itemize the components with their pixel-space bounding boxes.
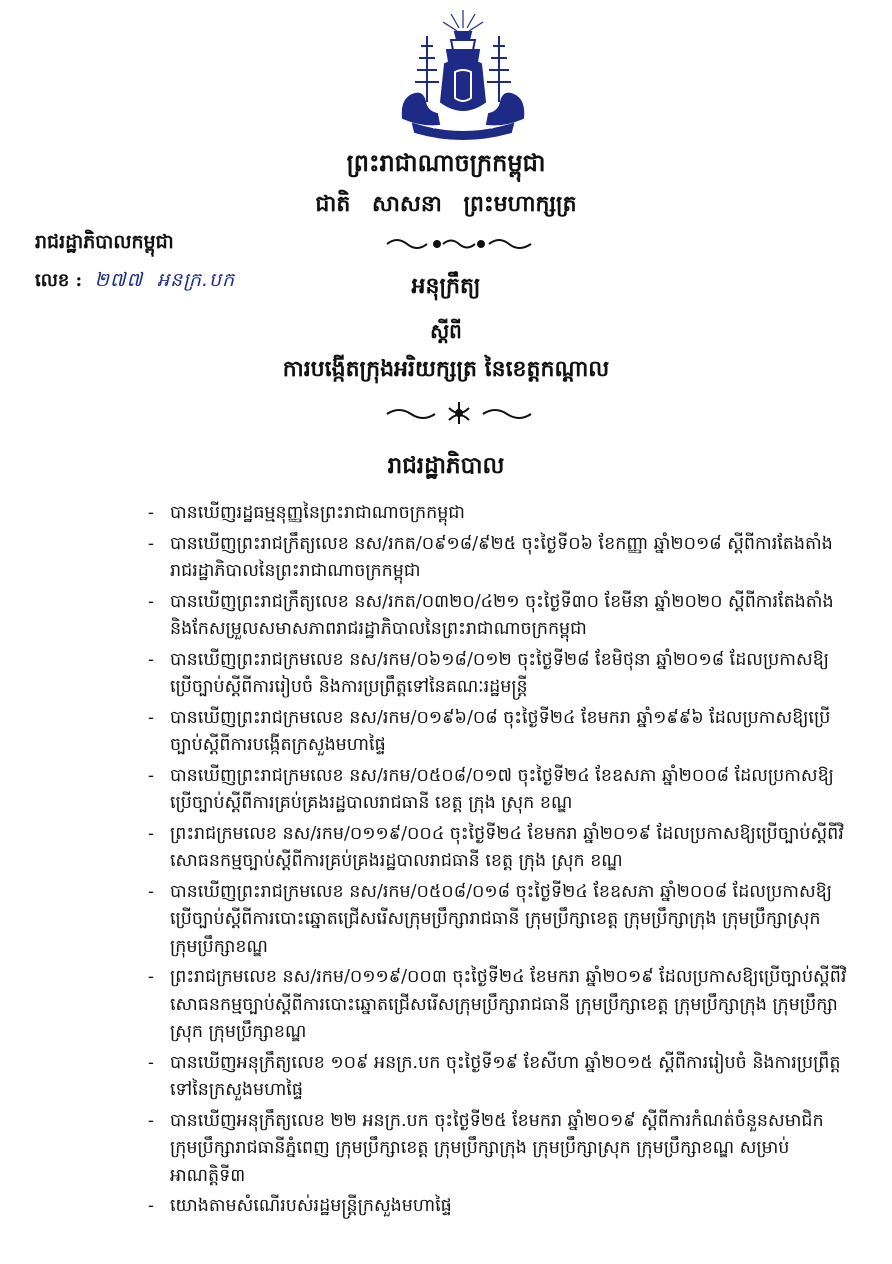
decree-subject: ការបង្កើតក្រុងអរិយក្សត្រ នៃខេត្តកណ្តាល <box>282 356 610 382</box>
list-item <box>148 705 848 760</box>
list-item <box>148 1050 848 1105</box>
list-item <box>148 964 848 1047</box>
list-item-text: បានឃើញព្រះរាជក្រមលេខ នស/រកម/០៥០៨/០១៨ ចុះថ្ងៃទី២៤ ខែឧសភា ឆ្នាំ២០០៨ ដែលប្រកាសឱ្យប្រើច្បាប់ស្តីពីការបោះឆ្នោតជ្រើសរើសក្រុមប្រឹក្សារាជធានី ក្រុមប្រឹក្សាខេត្ត ក្រុមប្រឹក្សាក្រុង ក្រុមប្រឹក្សាស្រុក ក្រុមប្រឹក្សាខណ្ឌ <box>170 881 832 957</box>
handwritten-number: ២៧៧ ​ អនក្រ.បក <box>94 269 236 291</box>
kingdom-title: ព្រះរាជាណាចក្រកម្ពុជា <box>346 148 546 177</box>
bullet-dash: - <box>148 591 154 612</box>
bullet-dash: - <box>148 707 154 728</box>
royal-emblem <box>393 6 533 141</box>
bullet-dash: - <box>148 1052 154 1073</box>
list-item <box>148 763 848 818</box>
list-item-text: បានឃើញព្រះរាជក្រមលេខ នស/រកម/០៥០៨/០១៧ ចុះថ្ងៃទី២៤ ខែឧសភា ឆ្នាំ២០០៨ ដែលប្រកាសឱ្យប្រើច្បាប់ស្តីពីការគ្រប់គ្រងរដ្ឋបាលរាជធានី ខេត្ត ក្រុង ស្រុក ខណ្ឌ <box>170 765 834 813</box>
list-item-text: ព្រះរាជក្រមលេខ នស/រកម/០១១៩/០០៣ ចុះថ្ងៃទី២៤ ខែមករា ឆ្នាំ២០១៩ ដែលប្រកាសឱ្យប្រើច្បាប់ស្តីពីវិសោធនកម្មច្បាប់ស្តីពីការបោះឆ្នោតជ្រើសរើសក្រុមប្រឹក្សារាជធានី ក្រុមប្រឹក្សាខេត្ត ក្រុមប្រឹក្សាក្រុង ក្រុមប្រឹក្សាស្រុក ក្រុមប្រឹក្សាខណ្ឌ <box>170 967 847 1042</box>
bullet-dash: - <box>148 1110 154 1131</box>
list-item-text: បានឃើញព្រះរាជក្រឹត្យលេខ នស/រកត/០៣២០/៤២១ ចុះថ្ងៃទី៣០ ខែមីនា ឆ្នាំ២០២០ ស្តីពីការតែងតាំង និងកែសម្រួលសមាសភាពរាជរដ្ឋាភិបាលនៃព្រះរាជាណាចក្រកម្ពុជា <box>170 591 834 639</box>
list-item-text: ព្រះរាជក្រមលេខ នស/រកម/០១១៩/០០៤ ចុះថ្ងៃទី២៤ ខែមករា ឆ្នាំ២០១៩ ដែលប្រកាសឱ្យប្រើច្បាប់ស្តីពីវិសោធនកម្មច្បាប់ស្តីពីការគ្រប់គ្រងរដ្ឋបាលរាជធានី ខេត្ត ក្រុង ស្រុក ខណ្ឌ <box>170 823 844 871</box>
list-item-text: បានឃើញព្រះរាជក្រមលេខ នស/រកម/០៦១៨/០១២ ចុះថ្ងៃទី២៨ ខែមិថុនា ឆ្នាំ២០១៨ ដែលប្រកាសឱ្យប្រើច្បាប់ស្តីពីការរៀបចំ និងការប្រព្រឹត្តទៅនៃគណៈរដ្ឋមន្ត្រី <box>170 649 829 697</box>
list-item <box>148 647 848 702</box>
regarding-label: ស្តីពី <box>430 319 462 343</box>
list-item-text: យោងតាមសំណើរបស់រដ្ឋមន្ត្រីក្រសួងមហាផ្ទៃ <box>170 1196 452 1216</box>
list-item-text: បានឃើញព្រះរាជក្រឹត្យលេខ នស/រកត/០៩១៨/៩២៥ ចុះថ្ងៃទី០៦ ខែកញ្ញា ឆ្នាំ២០១៨ ស្តីពីការតែងតាំងរាជរដ្ឋាភិបាលនៃព្រះរាជាណាចក្រកម្ពុជា <box>170 533 833 581</box>
list-item <box>148 1108 848 1191</box>
list-item <box>148 821 848 876</box>
national-motto: ជាតិ សាសនា ព្រះមហាក្សត្រ <box>315 191 577 217</box>
list-item-text: បានឃើញអនុក្រឹត្យលេខ ២២ អនក្រ.បក ចុះថ្ងៃទី២៥ ខែមករា ឆ្នាំ២០១៩ ស្តីពីការកំណត់ចំនួនសមាជិកក្រុមប្រឹក្សារាជធានីភ្នំពេញ ក្រុមប្រឹក្សាខេត្ត ក្រុមប្រឹក្សាក្រុង ក្រុមប្រឹក្សាស្រុក ក្រុមប្រឹក្សាខណ្ឌ សម្រាប់អាណត្តិទី៣ <box>170 1110 824 1186</box>
list-item-text: បានឃើញរដ្ឋធម្មនុញ្ញនៃព្រះរាជាណាចក្រកម្ពុជា <box>170 503 465 523</box>
list-item <box>148 879 848 962</box>
bullet-dash: - <box>148 649 154 670</box>
divider-ornament <box>385 234 533 254</box>
list-item <box>148 1193 848 1221</box>
list-item-text: បានឃើញអនុក្រឹត្យលេខ ១០៩ អនក្រ.បក ចុះថ្ងៃទី១៩ ខែសីហា ឆ្នាំ២០១៥ ស្តីពីការរៀបចំ និងការប្រព្រឹត្តទៅនៃក្រសួងមហាផ្ទៃ <box>170 1052 841 1100</box>
bullet-dash: - <box>148 967 154 987</box>
list-item <box>148 589 848 644</box>
list-item-text: បានឃើញព្រះរាជក្រមលេខ នស/រកម/០១៩៦/០៨ ចុះថ្ងៃទី២៤ ខែមករា ឆ្នាំ១៩៩៦ ដែលប្រកាសឱ្យប្រើច្បាប់ស្តីពីការបង្កើតក្រសួងមហាផ្ទៃ <box>170 707 831 755</box>
bullet-dash: - <box>148 1196 154 1216</box>
bullet-dash: - <box>148 823 154 844</box>
government-heading: រាជរដ្ឋាភិបាល <box>387 452 505 479</box>
issuing-authority: រាជរដ្ឋាភិបាលកម្ពុជា <box>35 231 174 253</box>
bullet-dash: - <box>148 503 154 523</box>
bullet-dash: - <box>148 765 154 786</box>
bullet-dash: - <box>148 533 154 554</box>
divider-ornament <box>385 400 533 426</box>
document-type: អនុក្រឹត្យ <box>411 273 481 299</box>
number-label: លេខ : <box>35 270 83 291</box>
list-item <box>148 531 848 586</box>
legal-basis-list <box>148 500 848 1224</box>
bullet-dash: - <box>148 881 154 902</box>
list-item <box>148 500 848 528</box>
